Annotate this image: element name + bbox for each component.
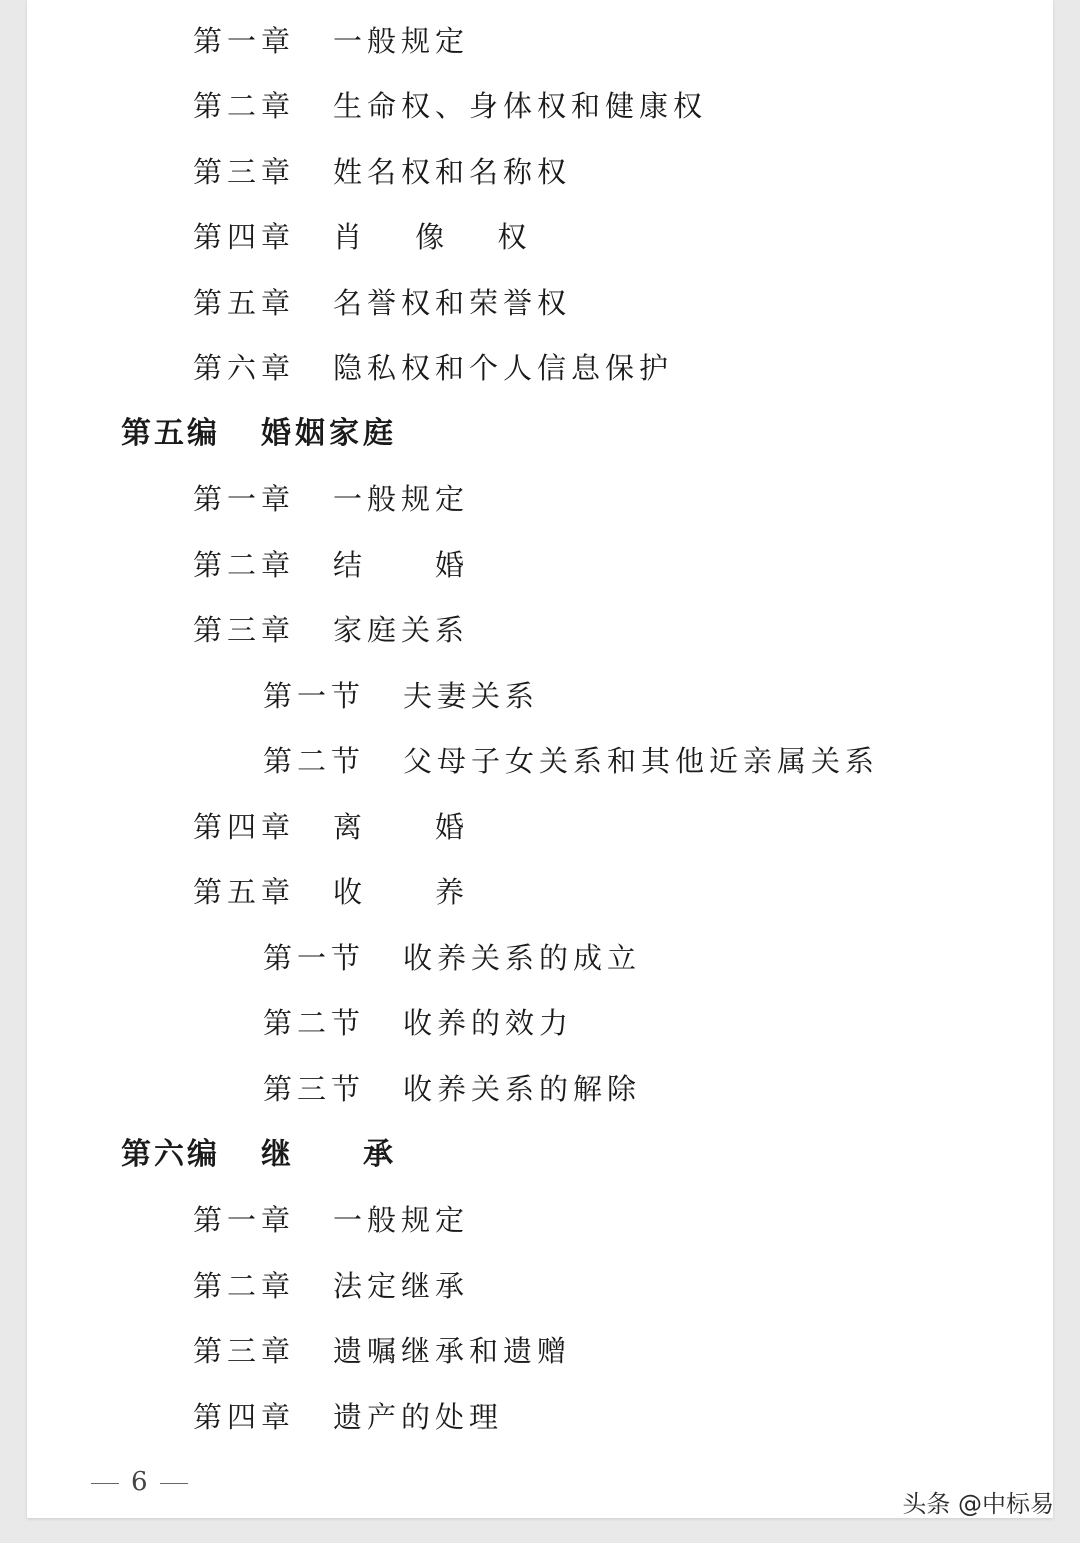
toc-entry-title: 收养关系的解除 [403, 1072, 642, 1106]
toc-entry-title: 一般规定 [333, 482, 470, 516]
toc-entry-title: 名誉权和荣誉权 [333, 286, 572, 320]
toc-entry-number: 第四章 [193, 220, 296, 254]
toc-entry-title: 姓名权和名称权 [333, 155, 572, 189]
toc-entry-title: 收养的效力 [403, 1006, 574, 1040]
toc-entry-title: 结 婚 [333, 548, 470, 582]
toc-entry-title: 收 养 [333, 875, 470, 909]
toc-entry-number: 第二章 [193, 89, 296, 123]
toc-entry-title: 生命权、身体权和健康权 [333, 89, 708, 123]
page-number-value: 6 [131, 1467, 148, 1497]
toc-entry-title: 收养关系的成立 [403, 941, 642, 975]
toc-entry-number: 第一节 [263, 941, 366, 975]
toc-entry-number: 第三章 [193, 613, 296, 647]
source-watermark: 头条 @中标易 [902, 1490, 1054, 1518]
toc-entry-title: 离 婚 [333, 810, 470, 844]
document-page [27, 0, 1053, 1518]
toc-part-title: 继 承 [261, 1137, 397, 1172]
toc-entry-number: 第二节 [263, 1006, 366, 1040]
page-number-dash [160, 1483, 188, 1484]
toc-entry-title: 父母子女关系和其他近亲属关系 [403, 744, 880, 778]
toc-entry-number: 第二章 [193, 1269, 296, 1303]
toc-entry-title: 遗嘱继承和遗赠 [333, 1334, 572, 1368]
toc-entry-number: 第三节 [263, 1072, 366, 1106]
toc-entry-title: 肖 像 权 [333, 220, 549, 254]
toc-entry-title: 遗产的处理 [333, 1400, 504, 1434]
toc-entry-number: 第三章 [193, 155, 296, 189]
toc-entry-number: 第五章 [193, 286, 296, 320]
page-number-dash [91, 1483, 119, 1484]
toc-entry-number: 第四章 [193, 810, 296, 844]
toc-entry-title: 法定继承 [333, 1269, 470, 1303]
toc-entry-number: 第三章 [193, 1334, 296, 1368]
toc-entry-number: 第一章 [193, 482, 296, 516]
toc-entry-number: 第一节 [263, 679, 366, 713]
toc-entry-title: 隐私权和个人信息保护 [333, 351, 674, 385]
toc-entry-title: 一般规定 [333, 24, 470, 58]
toc-part-number: 第六编 [121, 1137, 220, 1172]
toc-entry-number: 第二章 [193, 548, 296, 582]
toc-entry-title: 家庭关系 [333, 613, 470, 647]
toc-entry-number: 第四章 [193, 1400, 296, 1434]
toc-entry-number: 第一章 [193, 1203, 296, 1237]
toc-entry-number: 第六章 [193, 351, 296, 385]
toc-entry-title: 一般规定 [333, 1203, 470, 1237]
toc-entry-number: 第一章 [193, 24, 296, 58]
page-number [79, 1466, 200, 1498]
toc-part-title: 婚姻家庭 [261, 416, 397, 451]
toc-entry-number: 第五章 [193, 875, 296, 909]
toc-entry-title: 夫妻关系 [403, 679, 540, 713]
toc-entry-number: 第二节 [263, 744, 366, 778]
toc-part-number: 第五编 [121, 416, 220, 451]
